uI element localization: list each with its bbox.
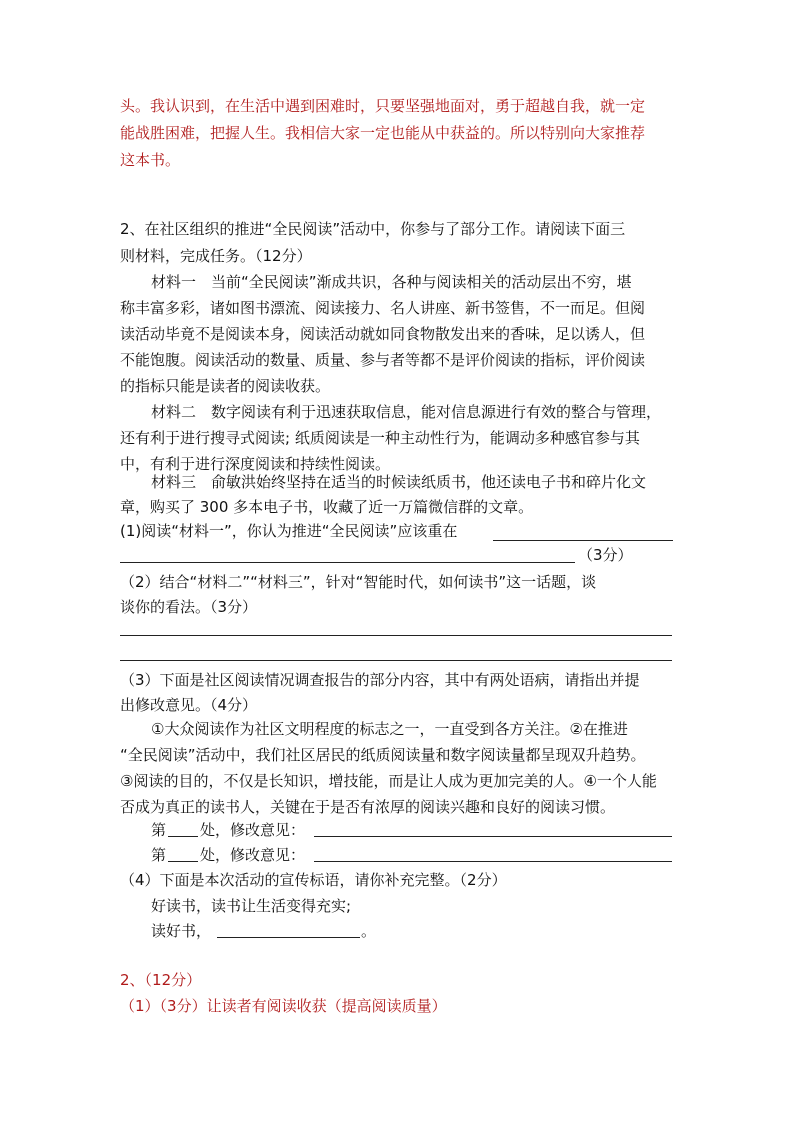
q3-line-2: 出修改意见。（4分） <box>120 696 258 714</box>
fix1-prefix: 第 <box>151 821 167 839</box>
fix1-suffix: 处，修改意见： <box>200 821 306 839</box>
q2-answer-blank-1[interactable] <box>120 635 672 636</box>
fix1-opinion-blank[interactable] <box>314 836 672 837</box>
slogan-line-1: 好读书，读书让生活变得充实; <box>151 897 352 915</box>
q2-line-2: 谈你的看法。（3分） <box>120 598 258 616</box>
fix2-suffix: 处，修改意见： <box>200 846 306 864</box>
intro-line-2: 能战胜困难，把握人生。我相信大家一定也能从中获益的。所以特别向大家推荐 <box>120 124 646 142</box>
material2-line-1: 材料二 数字阅读有利于迅速获取信息，能对信息源进行有效的整合与管理， <box>151 403 662 421</box>
q1-text: (1)阅读“材料一”，你认为推进“全民阅读”应该重在 <box>120 522 458 540</box>
material2-line-3: 中，有利于进行深度阅读和持续性阅读。 <box>120 455 391 473</box>
q1-score: （3分） <box>578 546 633 564</box>
fix2-opinion-blank[interactable] <box>314 861 672 862</box>
q3-passage-line-2: “全民阅读”活动中，我们社区居民的纸质阅读量和数字阅读量都呈现双升趋势。 <box>120 746 646 764</box>
q2-line-1: （2）结合“材料二”“材料三”，针对“智能时代，如何读书”这一话题，谈 <box>120 573 597 591</box>
intro-line-1: 头。我认识到，在生活中遇到困难时，只要坚强地面对，勇于超越自我，就一定 <box>120 97 646 115</box>
slogan-blank[interactable] <box>217 937 360 938</box>
q1-answer-blank-2[interactable] <box>120 562 575 563</box>
question-heading-line-1: 2、在社区组织的推进“全民阅读”活动中，你参与了部分工作。请阅读下面三 <box>120 220 626 238</box>
material1-line-2: 称丰富多彩，诸如图书漂流、阅读接力、名人讲座、新书签售，不一而足。但阅 <box>120 299 646 317</box>
fix2-prefix: 第 <box>151 846 167 864</box>
slogan-line-2-suffix: 。 <box>361 922 377 940</box>
q3-line-1: （3）下面是社区阅读情况调查报告的部分内容，其中有两处语病，请指出并提 <box>120 671 640 689</box>
answer-1: （1）（3分）让读者有阅读收获（提高阅读质量） <box>120 997 447 1015</box>
material1-line-4: 不能饱腹。阅读活动的数量、质量、参与者等都不是评价阅读的指标，评价阅读 <box>120 351 646 369</box>
material1-line-3: 读活动毕竟不是阅读本身，阅读活动就如同食物散发出来的香味，足以诱人，但 <box>120 325 646 343</box>
material2-line-2: 还有利于进行搜寻式阅读; 纸质阅读是一种主动性行为，能调动多种感官参与其 <box>120 429 640 447</box>
q4-text: （4）下面是本次活动的宣传标语，请你补充完整。（2分） <box>120 871 507 889</box>
material1-line-5: 的指标只能是读者的阅读收获。 <box>120 377 331 395</box>
material1-line-1: 材料一 当前“全民阅读”渐成共识，各种与阅读相关的活动层出不穷，堪 <box>151 273 632 291</box>
intro-line-3: 这本书。 <box>120 151 181 169</box>
material3-line-2: 章，购买了 300 多本电子书，收藏了近一万篇微信群的文章。 <box>120 498 534 516</box>
fix1-number-blank[interactable] <box>168 836 198 837</box>
q2-answer-blank-2[interactable] <box>120 660 672 661</box>
q3-passage-line-3: ③阅读的目的，不仅是长知识，增技能，而是让人成为更加完美的人。④一个人能 <box>120 772 657 790</box>
q1-answer-blank[interactable] <box>493 540 673 541</box>
q3-passage-line-1: ①大众阅读作为社区文明程度的标志之一，一直受到各方关注。②在推进 <box>151 720 628 738</box>
q3-passage-line-4: 否成为真正的读书人，关键在于是否有浓厚的阅读兴趣和良好的阅读习惯。 <box>120 798 616 816</box>
fix2-number-blank[interactable] <box>168 861 198 862</box>
material3-line-1: 材料三 俞敏洪始终坚持在适当的时候读纸质书，他还读电子书和碎片化文 <box>151 473 647 491</box>
question-heading-line-2: 则材料，完成任务。（12分） <box>120 247 312 265</box>
answer-heading: 2、（12分） <box>120 971 202 989</box>
slogan-line-2-prefix: 读好书， <box>151 922 212 940</box>
